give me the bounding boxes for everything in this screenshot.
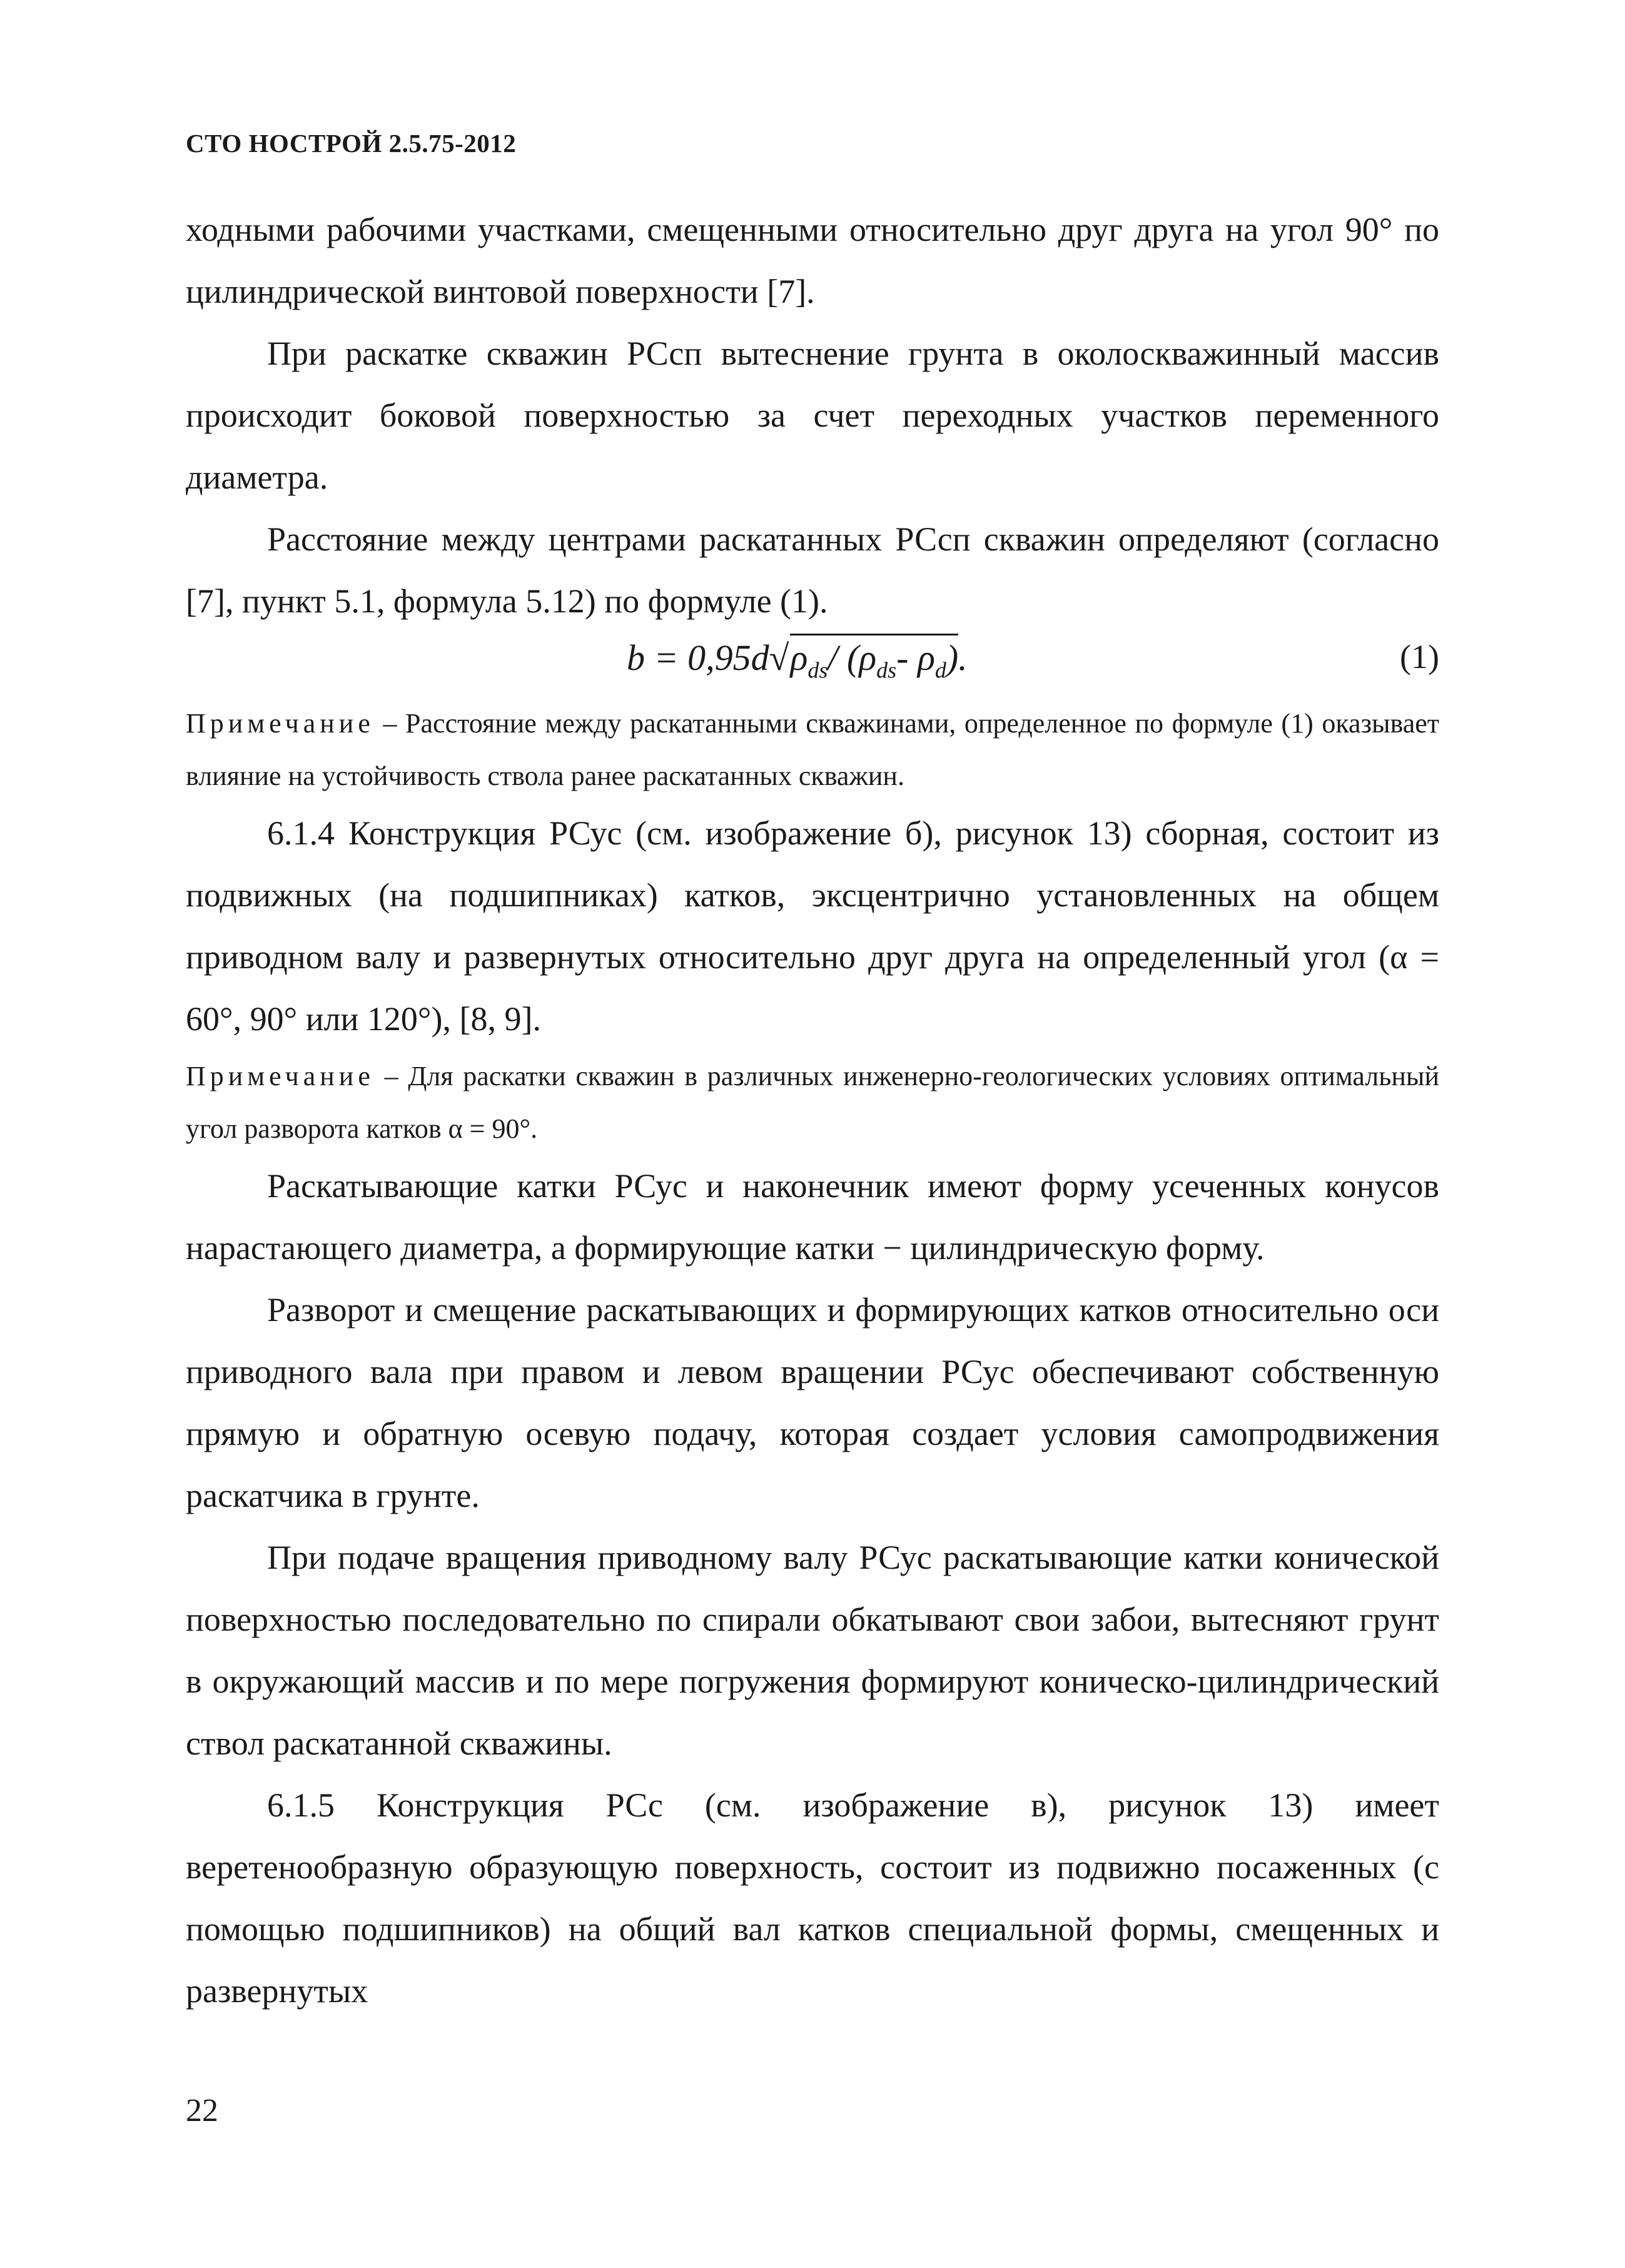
note-distance: [186, 697, 1439, 802]
note-label: Примечание: [186, 708, 375, 739]
note-text: – Расстояние между раскатанными скважинами, определенное по формуле (1) оказывает влияние на устойчивость ствола ранее раскатанных скважин.: [186, 708, 1439, 791]
formula-number: (1): [1400, 638, 1439, 676]
paragraph-drive-shaft: При подаче вращения приводному валу РСус раскатывающие катки конической поверхностью последовательно по спирали обкатывают свои забои, вытесняют грунт в окружающий массив и по мере погружения формируют коническо-цилиндрический ствол раскатанной скважины.: [186, 1539, 1439, 1762]
formula-line: [186, 632, 1439, 701]
paragraph-rotation-offset: Разворот и смещение раскатывающих и формирующих катков относительно оси приводного вала при правом и левом вращении РСус обеспечивают собственную прямую и обратную осевую подачу, которая создает условия самопродвижения раскатчика в грунте.: [186, 1291, 1439, 1514]
paragraph-section-6-1-4: 6.1.4 Конструкция РСус (см. изображение б), рисунок 13) сборная, состоит из подвижных (на подшипниках) катков, эксцентрично установленных на общем приводном валу и развернутых относительно друг друга на определенный угол (α = 60°, 90° или 120°), [8, 9].: [186, 814, 1439, 1038]
formula-1: $b = 0,95d√\rho_{ds}/$ ($\rho_{ds}-$ $\rho_d$).: [627, 634, 968, 684]
page-number: 22: [186, 2093, 218, 2129]
paragraph-rolling-displacement: При раскатке скважин РСсп вытеснение грунта в околоскважинный массив происходит боковой поверхностью за счет переходных участков переменного диаметра.: [186, 335, 1439, 496]
document-header: СТО НОСТРОЙ 2.5.75-2012: [186, 129, 517, 158]
note-text: – Для раскатки скважин в различных инженерно-геологических условиях оптимальный угол разворота катков α = 90°.: [186, 1061, 1439, 1144]
formula-radicand: $\rho_{ds}/$ ($\rho_{ds}-$ $\rho_d$): [790, 634, 958, 684]
paragraph-distance-between-wells: Расстояние между центрами раскатанных РСсп скважин определяют (согласно [7], пункт 5.1, формула 5.12) по формуле (1).: [186, 520, 1439, 620]
paragraph-section-6-1-5: 6.1.5 Конструкция РСс (см. изображение в), рисунок 13) имеет веретенообразную образующую поверхность, состоит из подвижно посаженных (с помощью подшипников) на общий вал катков специальной формы, смещенных и развернутых: [186, 1786, 1439, 2010]
note-label: Примечание: [186, 1061, 375, 1091]
note-angle: [186, 1050, 1439, 1155]
paragraph-continuation: ходными рабочими участками, смещенными относительно друг друга на угол 90° по цилиндрической винтовой поверхности [7].: [186, 211, 1439, 310]
paragraph-rollers-shape: Раскатывающие катки РСус и наконечник имеют форму усеченных конусов нарастающего диаметра, а формирующие катки − цилиндрическую форму.: [186, 1167, 1439, 1267]
page-body: [186, 199, 1439, 2022]
sqrt-radical-icon: √: [769, 637, 789, 678]
